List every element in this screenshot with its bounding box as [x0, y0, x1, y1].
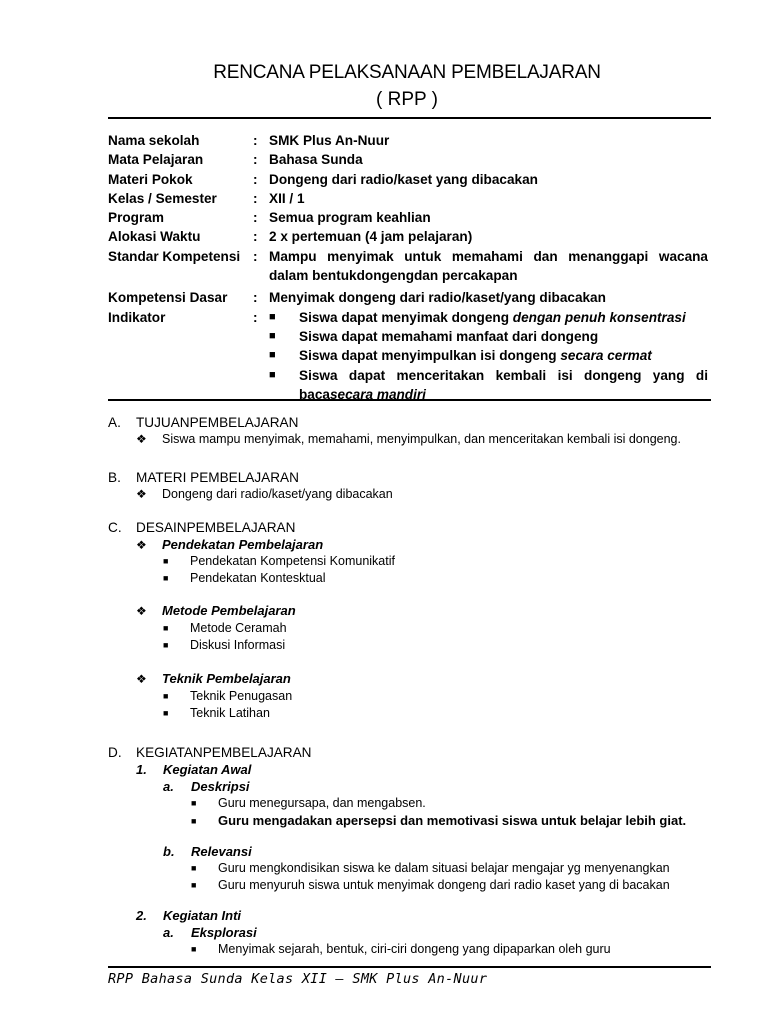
info-label: Mata Pelajaran	[108, 152, 204, 168]
square-bullet-icon: ■	[191, 816, 197, 826]
list-item-text: Diskusi Informasi	[190, 638, 286, 652]
indikator-text-italic: dengan penuh konsentrasi	[512, 309, 686, 325]
list-item-text: Dongeng dari radio/kaset/yang dibacakan	[162, 487, 393, 501]
list-item	[163, 554, 395, 568]
activity-letter: b.	[163, 844, 175, 859]
subsection-title: Metode Pembelajaran	[162, 603, 296, 618]
square-bullet-icon: ■	[191, 880, 197, 890]
info-value: 2 x pertemuan (4 jam pelajaran)	[269, 229, 473, 245]
section-letter: A.	[108, 415, 121, 430]
section-b-heading	[108, 470, 299, 485]
top-divider	[108, 117, 711, 119]
info-label: Nama sekolah	[108, 133, 200, 148]
square-bullet-icon: ■	[163, 691, 169, 701]
info-row	[108, 131, 708, 150]
info-colon: :	[253, 248, 258, 264]
list-item	[163, 571, 326, 585]
info-block	[108, 131, 708, 404]
subsection-title: Teknik Pembelajaran	[162, 671, 291, 686]
indikator-list	[269, 308, 708, 404]
activity-heading	[136, 762, 251, 777]
subsection-heading	[136, 671, 291, 686]
info-colon: :	[253, 309, 258, 325]
square-bullet-icon: ■	[191, 798, 197, 808]
section-title: MATERI PEMBELAJARAN	[136, 470, 299, 485]
info-colon: :	[253, 133, 258, 148]
section-c-heading	[108, 520, 295, 535]
info-colon: :	[253, 229, 258, 245]
section-a-heading	[108, 415, 298, 430]
activity-letter: a.	[163, 925, 174, 940]
list-item	[163, 621, 287, 635]
info-value: Bahasa Sunda	[269, 152, 363, 168]
activity-subtitle: Relevansi	[191, 844, 252, 859]
info-label: Indikator	[108, 309, 166, 325]
square-bullet-icon: ■	[163, 708, 169, 718]
indikator-text-italic: secara mandiri	[329, 386, 426, 402]
activity-subtitle: Deskripsi	[191, 779, 250, 794]
activity-letter: a.	[163, 779, 174, 794]
square-bullet-icon: ■	[163, 556, 169, 566]
info-value: Mampu menyimak untuk memahami dan menanggapi wacana dalam bentukdongengdan percakapan	[269, 248, 708, 284]
info-label: Kelas / Semester	[108, 190, 217, 206]
square-bullet-icon: ■	[163, 640, 169, 650]
list-item-text: Menyimak sejarah, bentuk, ciri-ciri dongeng yang dipaparkan oleh guru	[218, 942, 611, 956]
list-item-text: Guru menegursapa, dan mengabsen.	[218, 796, 426, 810]
activity-title: Kegiatan Inti	[163, 908, 242, 923]
info-bottom-divider	[108, 399, 711, 401]
list-item	[136, 432, 681, 446]
square-bullet-icon: ■	[191, 863, 197, 873]
activity-subtitle: Eksplorasi	[191, 925, 257, 940]
square-bullet-icon: ■	[191, 944, 197, 954]
info-row	[108, 189, 708, 208]
info-colon: :	[253, 290, 258, 306]
indikator-text: Siswa dapat menyimpulkan isi dongeng	[299, 348, 561, 364]
indikator-text: Siswa dapat menyimak dongeng	[299, 309, 513, 325]
indikator-text: Siswa dapat menceritakan kembali isi dongeng yang di baca	[299, 367, 708, 402]
section-d-heading	[108, 745, 312, 760]
info-row	[108, 227, 708, 246]
square-bullet-icon: ■	[269, 329, 276, 342]
list-item	[191, 878, 670, 892]
square-bullet-icon: ■	[163, 623, 169, 633]
list-item	[191, 942, 611, 956]
list-item	[163, 638, 285, 652]
list-item	[191, 796, 426, 810]
section-letter: D.	[108, 745, 122, 760]
square-bullet-icon: ■	[269, 368, 276, 381]
info-value: XII / 1	[269, 190, 305, 206]
info-row	[108, 170, 708, 189]
info-label: Alokasi Waktu	[108, 229, 201, 245]
diamond-bullet-icon: ❖	[136, 604, 147, 618]
list-item-text: Pendekatan Kontesktual	[190, 571, 326, 585]
list-item	[136, 487, 393, 501]
activity-number: 2.	[136, 908, 147, 923]
diamond-bullet-icon: ❖	[136, 538, 147, 552]
list-item-text: Guru mengkondisikan siswa ke dalam situasi belajar mengajar yg menyenangkan	[218, 861, 670, 875]
page-footer: RPP Bahasa Sunda Kelas XII – SMK Plus An-Nuur	[108, 971, 488, 987]
info-label: Kompetensi Dasar	[108, 290, 228, 306]
info-colon: :	[253, 152, 258, 168]
info-colon: :	[253, 190, 258, 206]
subsection-heading	[136, 537, 323, 552]
list-item-text: Metode Ceramah	[190, 621, 287, 635]
activity-title: Kegiatan Awal	[163, 762, 252, 777]
indikator-row	[108, 308, 708, 404]
diamond-bullet-icon: ❖	[136, 672, 147, 686]
section-title: KEGIATANPEMBELAJARAN	[136, 745, 312, 760]
info-row	[108, 247, 708, 286]
section-letter: B.	[108, 470, 121, 485]
info-value: Semua program keahlian	[269, 210, 431, 226]
info-value: Menyimak dongeng dari radio/kaset/yang dibacakan	[269, 290, 606, 306]
document-title: RENCANA PELAKSANAAN PEMBELAJARAN	[213, 62, 601, 83]
subsection-heading	[136, 603, 296, 618]
list-item	[191, 813, 686, 828]
activity-subheading	[163, 844, 252, 859]
info-colon: :	[253, 171, 258, 187]
info-row	[108, 208, 708, 227]
info-row	[108, 288, 708, 307]
list-item-text: Teknik Latihan	[190, 706, 270, 720]
diamond-bullet-icon: ❖	[136, 432, 147, 446]
footer-divider	[108, 966, 711, 968]
diamond-bullet-icon: ❖	[136, 487, 147, 501]
list-item	[163, 706, 270, 720]
activity-subheading	[163, 925, 257, 940]
info-label: Standar Kompetensi	[108, 248, 241, 264]
info-value: Dongeng dari radio/kaset yang dibacakan	[269, 171, 538, 187]
list-item-text: Pendekatan Kompetensi Komunikatif	[190, 554, 395, 568]
indikator-text: Siswa dapat memahami manfaat dari dongeng	[299, 328, 599, 344]
info-label: Program	[108, 210, 164, 226]
square-bullet-icon: ■	[269, 310, 276, 323]
list-item	[191, 861, 670, 875]
info-colon: :	[253, 210, 258, 226]
section-title: DESAINPEMBELAJARAN	[136, 520, 296, 535]
indikator-item	[269, 327, 708, 346]
list-item-text: Guru mengadakan apersepsi dan memotivasi siswa untuk belajar lebih giat.	[218, 813, 687, 828]
list-item-text: Guru menyuruh siswa untuk menyimak dongeng dari radio kaset yang di bacakan	[218, 878, 670, 892]
section-title: TUJUANPEMBELAJARAN	[136, 415, 299, 430]
activity-heading	[136, 908, 241, 923]
info-label: Materi Pokok	[108, 171, 193, 187]
square-bullet-icon: ■	[163, 573, 169, 583]
section-letter: C.	[108, 520, 122, 535]
list-item	[163, 689, 292, 703]
document-subtitle: ( RPP )	[376, 89, 438, 110]
indikator-text-italic: secara cermat	[560, 348, 652, 364]
indikator-item	[269, 308, 708, 327]
info-value: SMK Plus An-Nuur	[269, 133, 390, 148]
list-item-text: Siswa mampu menyimak, memahami, menyimpulkan, dan menceritakan kembali isi dongeng.	[162, 432, 681, 446]
activity-number: 1.	[136, 762, 147, 777]
subsection-title: Pendekatan Pembelajaran	[162, 537, 324, 552]
activity-subheading	[163, 779, 250, 794]
square-bullet-icon: ■	[269, 349, 276, 362]
info-row	[108, 150, 708, 169]
list-item-text: Teknik Penugasan	[190, 689, 293, 703]
indikator-item	[269, 346, 708, 365]
